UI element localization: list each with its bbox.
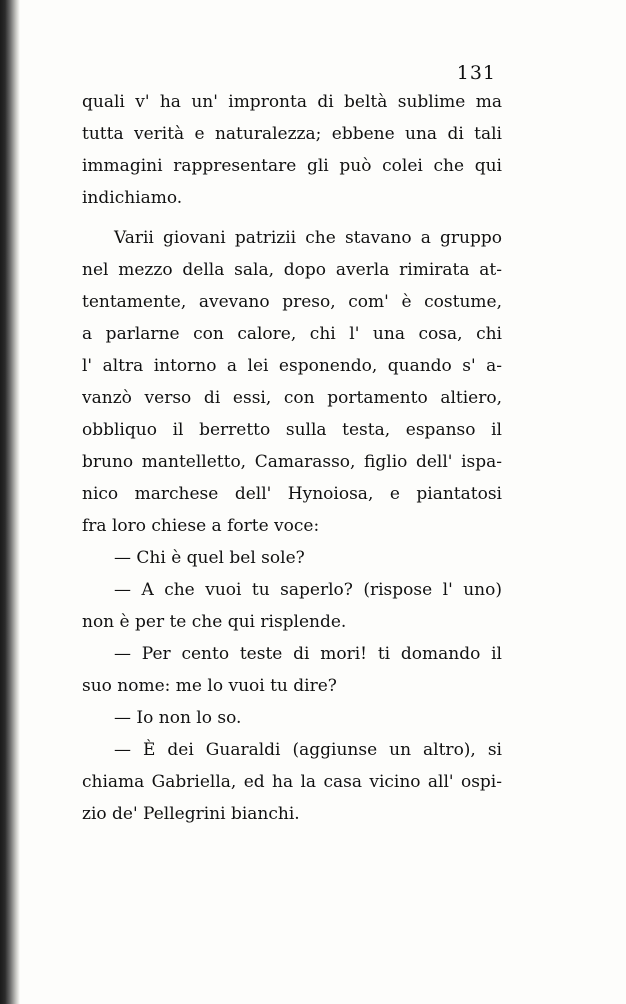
text-line: Varii giovani patrizii che stavano a gruppo — [114, 228, 502, 248]
text-line: obbliquo il berretto sulla testa, espanso il — [82, 420, 502, 440]
text-line: nico marchese dell' Hynoiosa, e piantatosi — [82, 484, 502, 504]
dialogue-line: zio de' Pellegrini bianchi. — [82, 804, 300, 824]
text-line: fra loro chiese a forte voce: — [82, 516, 320, 536]
dialogue-line: — Io non lo so. — [114, 708, 242, 728]
dialogue-line: chiama Gabriella, ed ha la casa vicino all' ospi- — [82, 772, 502, 792]
dialogue-line: non è per te che qui risplende. — [82, 612, 347, 632]
body-text — [82, 86, 502, 830]
text-line: indichiamo. — [82, 188, 183, 208]
text-line: vanzò verso di essi, con portamento altiero, — [82, 388, 502, 408]
text-line: nel mezzo della sala, dopo averla rimirata at- — [82, 260, 502, 280]
text-line: tutta verità e naturalezza; ebbene una di tali — [82, 124, 502, 144]
text-line: tentamente, avevano preso, com' è costume, — [82, 292, 502, 312]
text-line: l' altra intorno a lei esponendo, quando s' a- — [82, 356, 502, 376]
page-number: 131 — [456, 62, 496, 84]
dialogue-line: — Chi è quel bel sole? — [114, 548, 305, 568]
dialogue-line: — A che vuoi tu saperlo? (rispose l' uno) — [114, 580, 502, 600]
dialogue-line: — Per cento teste di mori! ti domando il — [114, 644, 502, 664]
dialogue-line: suo nome: me lo vuoi tu dire? — [82, 676, 337, 696]
dialogue-line: — È dei Guaraldi (aggiunse un altro), si — [114, 740, 502, 760]
text-line: a parlarne con calore, chi l' una cosa, chi — [82, 324, 502, 344]
text-line: quali v' ha un' impronta di beltà sublime ma — [82, 92, 502, 112]
text-line: immagini rappresentare gli può colei che qui — [82, 156, 502, 176]
text-line: bruno mantelletto, Camarasso, figlio dell' ispa- — [82, 452, 502, 472]
book-spine-shadow — [0, 0, 20, 1004]
